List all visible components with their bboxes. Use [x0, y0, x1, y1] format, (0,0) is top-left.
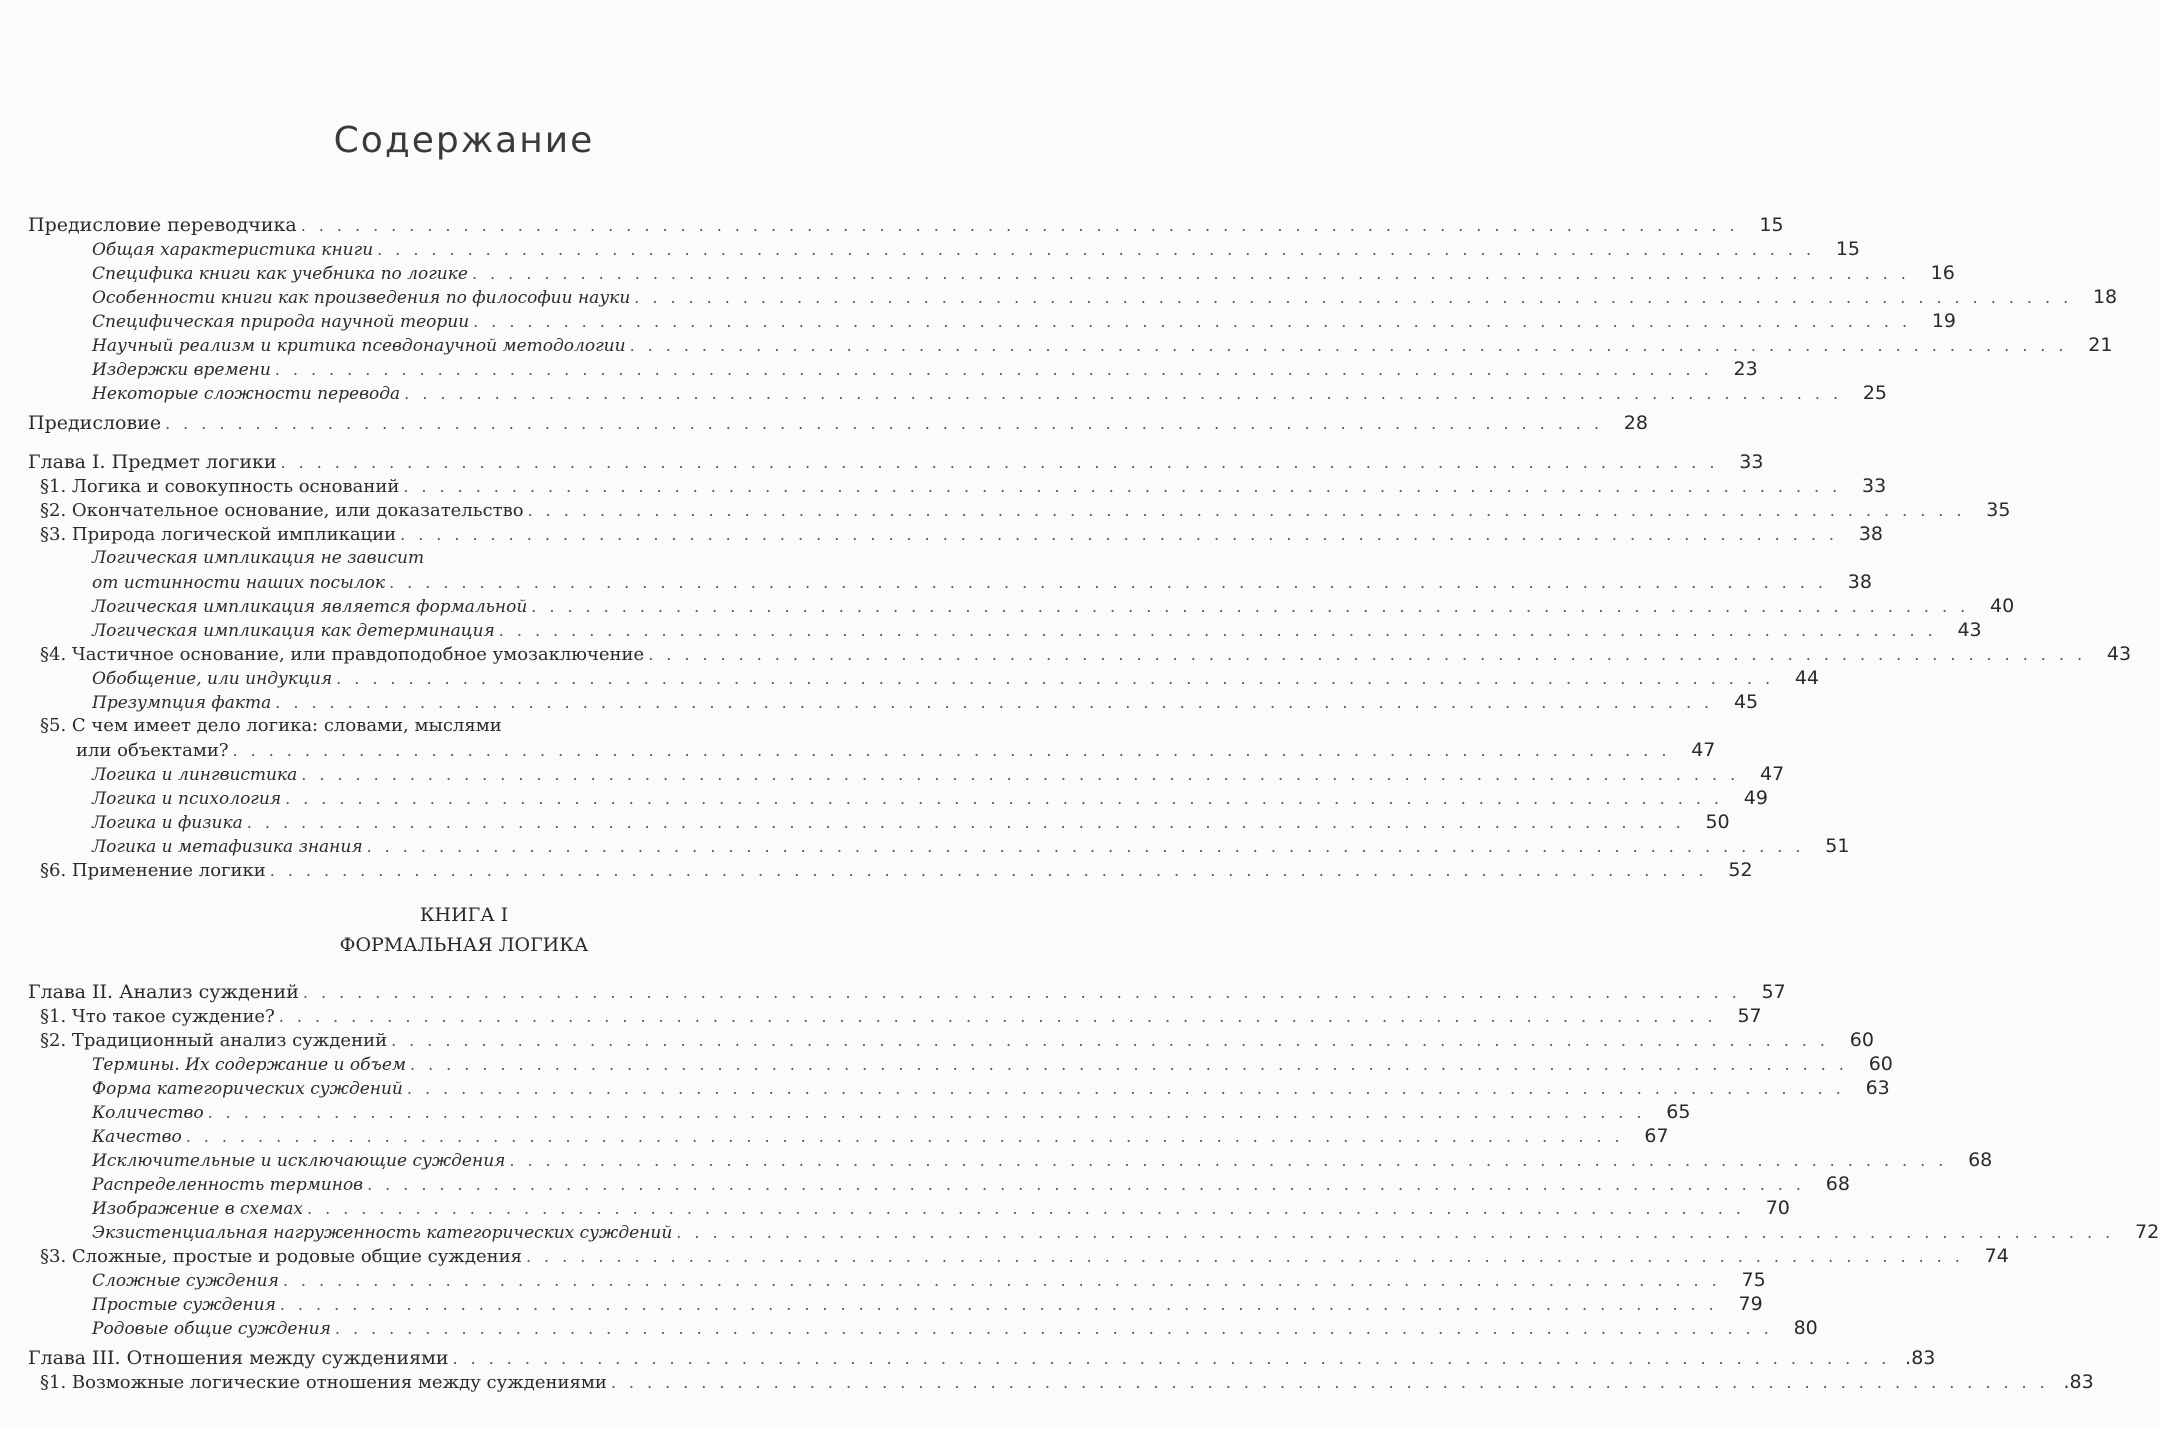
- toc-page-number: 19: [1931, 310, 1957, 332]
- toc-page-number: 38: [1858, 523, 1883, 545]
- dot-leader: ................................................................................: [301, 765, 1749, 784]
- toc-page-number: 65: [1666, 1101, 1691, 1123]
- toc-page-number: 51: [1825, 835, 1850, 857]
- page-title: Содержание: [333, 120, 595, 161]
- toc-page-number: 74: [1984, 1245, 2009, 1267]
- dot-leader: ................................................................................: [498, 621, 1946, 640]
- toc-entry-label: Глава III. Отношения между суждениями: [28, 1347, 449, 1369]
- toc-page-number: 75: [1741, 1269, 1766, 1291]
- toc-entry-label: Распределенность терминов: [92, 1175, 364, 1195]
- toc-page-number: 63: [1865, 1077, 1890, 1099]
- toc-page-number: .83: [1905, 1347, 1936, 1369]
- toc-entry-label: Исключительные и исключающие суждения: [92, 1151, 506, 1171]
- dot-leader: ................................................................................: [610, 1373, 2058, 1392]
- toc-entry-label: §2. Окончательное основание, или доказательство: [40, 500, 524, 521]
- toc-page-number: 15: [1759, 214, 1784, 236]
- dot-leader: ................................................................................: [232, 741, 1680, 760]
- toc-page-number: 67: [1644, 1125, 1669, 1147]
- dot-leader: ................................................................................: [531, 597, 1979, 616]
- toc-entry-label: Общая характеристика книги: [92, 240, 374, 260]
- toc-page-number: 38: [1847, 571, 1872, 593]
- toc-entry-label: §3. Природа логической импликации: [40, 524, 397, 545]
- toc-entry-label: §6. Применение логики: [40, 860, 266, 881]
- dot-leader: ................................................................................: [391, 1031, 1838, 1050]
- toc-entry-label: Логика и метафизика знания: [92, 837, 363, 857]
- toc-entry-label: Научный реализм и критика псевдонаучной методологии: [92, 336, 626, 356]
- toc-entry-label: §2. Традиционный анализ суждений: [40, 1030, 388, 1051]
- toc-page-number: 44: [1794, 667, 1820, 689]
- toc-page-number: 43: [1957, 619, 1982, 641]
- dot-leader: ................................................................................: [279, 1295, 1727, 1314]
- dot-leader: ................................................................................: [471, 264, 1919, 283]
- toc-entry-label: Форма категорических суждений: [92, 1079, 403, 1099]
- toc-page-number: 50: [1705, 811, 1730, 833]
- toc-page-number: 33: [1739, 451, 1764, 473]
- toc-entry-label: Изображение в схемах: [92, 1199, 304, 1219]
- dot-leader: ................................................................................: [377, 240, 1825, 259]
- dot-leader: ................................................................................: [285, 789, 1732, 808]
- dot-leader: ................................................................................: [274, 360, 1722, 379]
- toc-page-number: 47: [1691, 739, 1716, 761]
- toc-page-number: 47: [1759, 763, 1785, 785]
- dot-leader: ................................................................................: [367, 1175, 1814, 1194]
- toc-entry-label: Экзистенциальная нагруженность категорических суждений: [92, 1223, 673, 1243]
- toc-page-number: 15: [1835, 238, 1861, 260]
- toc-entry-label: Предисловие переводчика: [28, 214, 297, 236]
- book-title: ФОРМАЛЬНАЯ ЛОГИКА: [339, 934, 589, 956]
- toc-entry-label: Простые суждения: [92, 1295, 276, 1315]
- dot-leader: ................................................................................: [400, 525, 1847, 544]
- toc-entry-label: Логика и лингвистика: [92, 765, 298, 785]
- toc-entry-label: Сложные суждения: [92, 1271, 279, 1291]
- toc-page-number: 70: [1765, 1197, 1790, 1219]
- toc-entry-label: Логика и психология: [92, 789, 282, 809]
- toc-entry-label: §3. Сложные, простые и родовые общие суждения: [40, 1246, 522, 1267]
- toc-entry-label: Логическая импликация является формальной: [92, 597, 528, 617]
- dot-leader: ................................................................................: [629, 336, 2077, 355]
- dot-leader: ................................................................................: [278, 1007, 1726, 1026]
- toc-page-number: 57: [1761, 981, 1786, 1003]
- toc-page-number: 16: [1930, 262, 1955, 284]
- toc-entry-label: §5. С чем имеет дело логика: словами, мыслями: [40, 715, 502, 736]
- dot-leader: ................................................................................: [410, 1055, 1857, 1074]
- toc-entry-label-continuation: или объектами?: [76, 740, 229, 761]
- toc-page-number: 80: [1793, 1317, 1818, 1339]
- toc-entry-label-continuation: от истинности наших посылок: [92, 573, 386, 593]
- toc-entry-label: Предисловие: [28, 412, 162, 434]
- toc-entry-label: §1. Логика и совокупность оснований: [40, 476, 400, 497]
- dot-leader: ................................................................................: [302, 983, 1750, 1002]
- toc-entry-label: Глава II. Анализ суждений: [28, 981, 299, 1003]
- toc-entry-label: Специфическая природа научной теории: [92, 312, 470, 332]
- toc-entry-label: Логика и физика: [92, 813, 243, 833]
- toc-entry-label: Презумпция факта: [92, 693, 272, 713]
- toc-page-number: 52: [1728, 859, 1753, 881]
- toc-page-number: 68: [1825, 1173, 1850, 1195]
- toc-page-number: 60: [1849, 1029, 1874, 1051]
- dot-leader: ................................................................................: [473, 312, 1921, 331]
- toc-page-number: 79: [1738, 1293, 1763, 1315]
- toc-page-number: 72: [2134, 1221, 2159, 1243]
- toc-page-number: 45: [1733, 691, 1759, 713]
- toc-page-number: 23: [1733, 358, 1758, 380]
- toc-entry-label: Термины. Их содержание и объем: [92, 1055, 406, 1075]
- book-heading: [0, 900, 928, 960]
- dot-leader: ................................................................................: [509, 1151, 1957, 1170]
- toc-page-number: 49: [1743, 787, 1768, 809]
- dot-leader: ................................................................................: [185, 1127, 1633, 1146]
- dot-leader: ................................................................................: [676, 1223, 2124, 1242]
- dot-leader: ................................................................................: [527, 501, 1975, 520]
- toc-page-number: 18: [2092, 286, 2118, 308]
- dot-leader: ................................................................................: [307, 1199, 1754, 1218]
- toc-page-number: 43: [2106, 643, 2132, 665]
- toc-entry-label: Количество: [92, 1103, 204, 1123]
- dot-leader: ................................................................................: [336, 669, 1784, 688]
- toc-entry-label: §1. Возможные логические отношения между суждениями: [40, 1372, 607, 1393]
- dot-leader: ................................................................................: [403, 477, 1851, 496]
- dot-leader: ................................................................................: [525, 1247, 1973, 1266]
- dot-leader: ................................................................................: [406, 1079, 1854, 1098]
- dot-leader: ................................................................................: [207, 1103, 1655, 1122]
- toc-entry-label: Логическая импликация как детерминация: [92, 621, 495, 641]
- dot-leader: ................................................................................: [366, 837, 1814, 856]
- toc-page-number: 68: [1968, 1149, 1993, 1171]
- toc-entry-label: Родовые общие суждения: [92, 1319, 331, 1339]
- dot-leader: ................................................................................: [282, 1271, 1730, 1290]
- dot-leader: ................................................................................: [275, 693, 1723, 712]
- toc-entry-label: Издержки времени: [92, 360, 271, 380]
- toc-entry-label: Некоторые сложности перевода: [92, 384, 401, 404]
- toc-page-number: 33: [1862, 475, 1887, 497]
- dot-leader: ................................................................................: [452, 1349, 1900, 1368]
- dot-leader: ................................................................................: [334, 1319, 1782, 1338]
- toc-page-number: 21: [2088, 334, 2113, 356]
- dot-leader: ................................................................................: [269, 861, 1717, 880]
- dot-leader: ................................................................................: [634, 288, 2082, 307]
- dot-leader: ................................................................................: [280, 453, 1728, 472]
- dot-leader: ................................................................................: [246, 813, 1694, 832]
- dot-leader: ................................................................................: [300, 216, 1748, 235]
- toc-page-number: .83: [2063, 1371, 2094, 1393]
- book-number: КНИГА I: [419, 904, 509, 926]
- toc-page-number: 60: [1868, 1053, 1893, 1075]
- dot-leader: ................................................................................: [648, 645, 2096, 664]
- toc-page-number: 57: [1737, 1005, 1762, 1027]
- dot-leader: ................................................................................: [389, 573, 1836, 592]
- dot-leader: ................................................................................: [165, 414, 1612, 433]
- toc-page-number: 28: [1623, 412, 1648, 434]
- toc-entry-label: Обобщение, или индукция: [92, 669, 333, 689]
- toc-page-number: 40: [1989, 595, 2015, 617]
- toc-entry-label: Логическая импликация не зависит: [92, 548, 425, 568]
- dot-leader: ................................................................................: [404, 384, 1852, 403]
- toc-entry-label: Качество: [92, 1127, 182, 1147]
- toc-page-number: 25: [1862, 382, 1888, 404]
- toc-page-number: 35: [1986, 499, 2011, 521]
- toc-entry-label: §4. Частичное основание, или правдоподобное умозаключение: [40, 644, 645, 665]
- toc-entry-label: §1. Что такое суждение?: [40, 1006, 275, 1027]
- toc-entry-label: Глава I. Предмет логики: [28, 451, 277, 473]
- toc-entry-label: Особенности книги как произведения по философии науки: [92, 288, 631, 308]
- toc-entry-label: Специфика книги как учебника по логике: [92, 264, 468, 284]
